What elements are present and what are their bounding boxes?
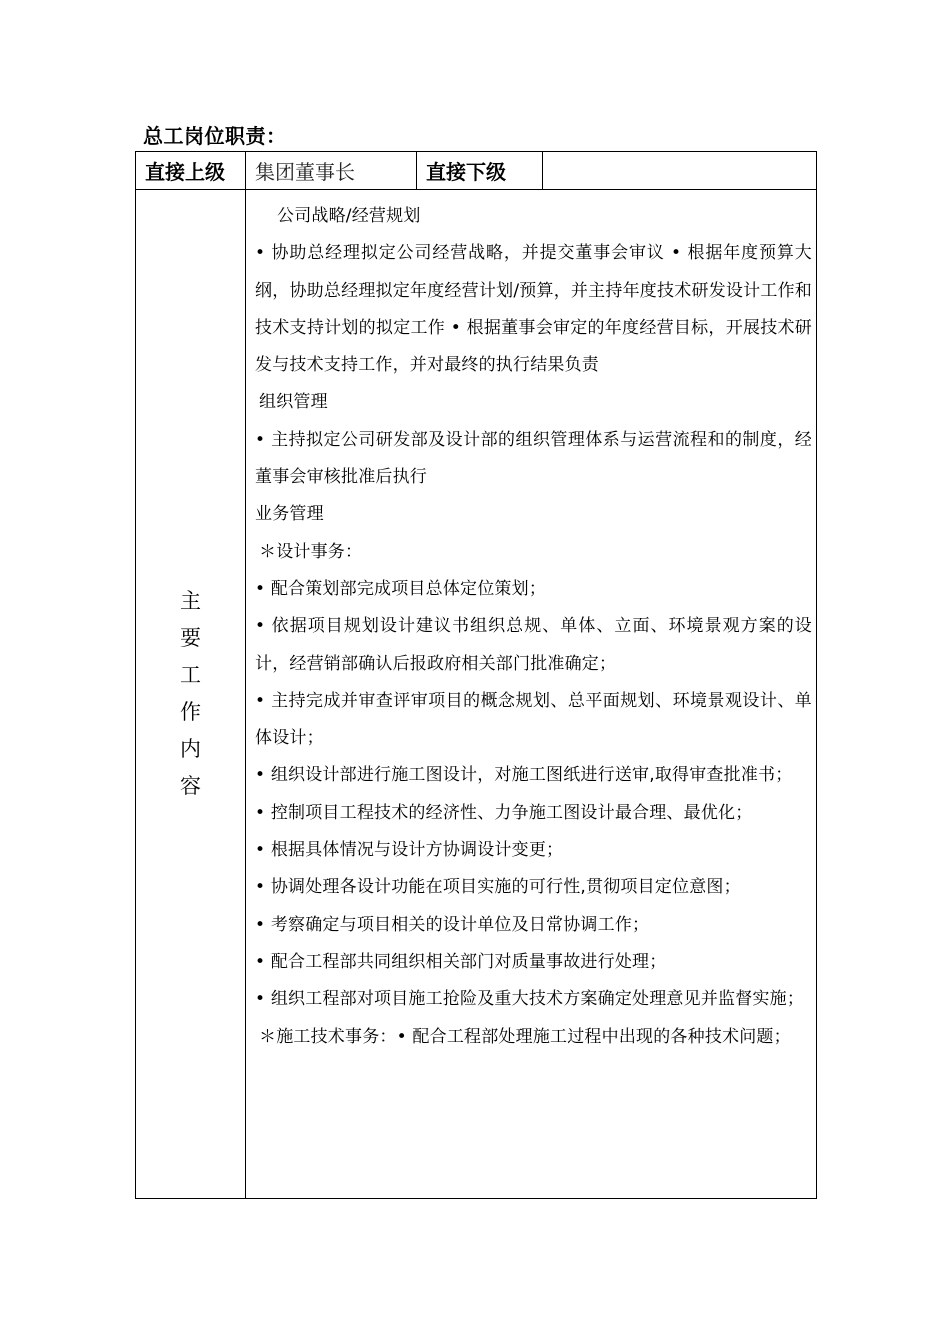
main-work-content-label (136, 190, 246, 1199)
duty-item: • 组织工程部对项目施工抢险及重大技术方案确定处理意见并监督实施； (255, 989, 805, 1010)
duty-item: • 控制项目工程技术的经济性、力争施工图设计最合理、最优化； (255, 802, 753, 823)
subordinate-label: 直接下级 (417, 152, 543, 190)
side-label-char: 工 (180, 663, 201, 687)
content-row (136, 190, 817, 1199)
subsection-design-affairs: ＊设计事务： (259, 541, 363, 562)
superior-value: 集团董事长 (246, 152, 417, 190)
section-heading-strategy: 公司战略/经营规划 (277, 206, 421, 226)
main-work-content (246, 190, 817, 1199)
side-label-char: 容 (180, 774, 201, 798)
paragraph-organization: • 主持拟定公司研发部及设计部的组织管理体系与运营流程和的制度，经董事会审核批准后执行 (255, 429, 812, 488)
side-label-char: 作 (180, 700, 201, 724)
section-heading-business: 业务管理 (255, 504, 324, 525)
superior-label: 直接上级 (136, 152, 246, 190)
subordinate-value (543, 152, 817, 190)
side-label-char: 要 (180, 626, 201, 650)
side-label-char: 主 (180, 589, 201, 613)
duty-item-construction-tech: ＊施工技术事务：• 配合工程部处理施工过程中出现的各种技术问题； (259, 1026, 791, 1047)
duty-item: • 主持完成并审查评审项目的概念规划、总平面规划、环境景观设计、单体设计； (255, 690, 812, 749)
duty-item: • 依据项目规划设计建议书组织总规、单体、立面、环境景观方案的设计，经营销部确认后报政府相关部门批准确定； (255, 616, 812, 674)
header-row (136, 152, 817, 190)
side-label-char: 内 (180, 737, 201, 761)
paragraph-strategy: • 协助总经理拟定公司经营战略，并提交董事会审议 • 根据年度预算大纲，协助总经理拟定年度经营计划/预算，并主持年度技术研发设计工作和技术支持计划的拟定工作 • 根据董事会审定的年度经营目标，开展技术研发与技术支持工作，并对最终的执行结果负责 (255, 243, 812, 376)
duty-item: • 配合策划部完成项目总体定位策划； (255, 578, 547, 599)
document-title: 总工岗位职责： (143, 124, 287, 148)
job-duty-table (135, 151, 817, 1199)
duty-item: • 根据具体情况与设计方协调设计变更； (255, 840, 564, 861)
section-heading-organization: 组织管理 (259, 392, 328, 413)
duty-item: • 配合工程部共同组织相关部门对质量事故进行处理； (255, 951, 667, 972)
duty-item: • 协调处理各设计功能在项目实施的可行性,贯彻项目定位意图； (255, 877, 741, 898)
duty-item: • 考察确定与项目相关的设计单位及日常协调工作； (255, 914, 650, 935)
duty-item: • 组织设计部进行施工图设计，对施工图纸进行送审,取得审查批准书； (255, 765, 793, 786)
